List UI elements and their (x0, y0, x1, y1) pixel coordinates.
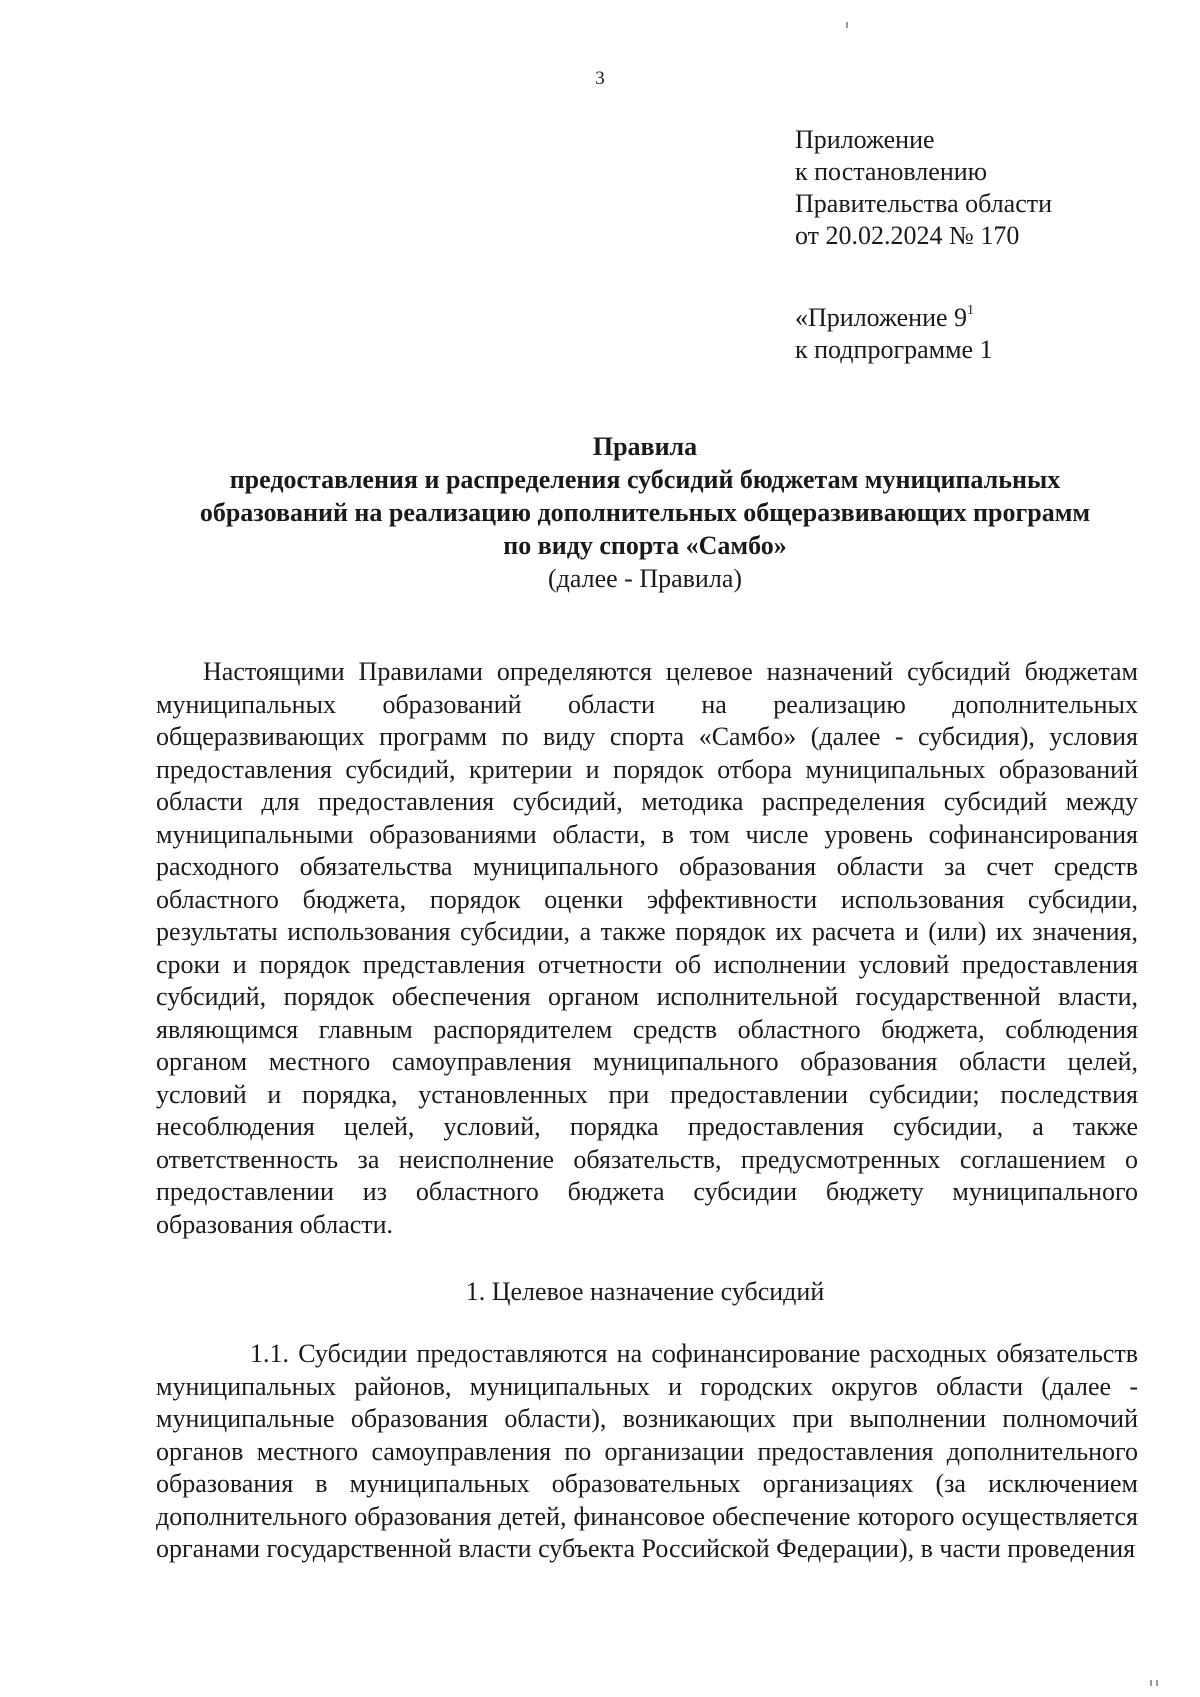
document-title (120, 430, 1170, 595)
page-number: 3 (595, 68, 605, 89)
title-main: Правила (592, 432, 698, 461)
scan-artifact (1150, 1680, 1152, 1686)
title-line: образований на реализацию дополнительных общеразвивающих программ (199, 498, 1091, 527)
section-heading: 1. Целевое назначение субсидий (465, 1277, 825, 1306)
appendix-line: Правительства области (795, 189, 1053, 218)
sub-appendix-line: к подпрограмме 1 (795, 335, 993, 364)
appendix-line: к постановлению (795, 157, 988, 186)
sub-appendix-superscript: 1 (967, 303, 975, 319)
scan-artifact (846, 22, 848, 28)
sub-appendix-text: «Приложение 9 (795, 303, 968, 332)
intro-paragraph: Настоящими Правилами определяются целевое назначений субсидий бюджетам муниципальных образований области на реализацию дополнительных общеразвивающих программ по виду спорта «Самбо» (далее - субсидия), условия предоставления субсидий, критерии и порядок отбора муниципальных образований области для предоставления субсидий, методика распределения субсидий между муниципальными образованиями области, в том числе уровень софинансирования расходного обязательства муниципального образования области за счет средств областного бюджета, порядок оценки эффективности использования субсидии, результаты использования субсидии, а также порядок их расчета и (или) их значения, сроки и порядок представления отчетности об исполнении условий предоставления субсидий, порядок обеспечения органом исполнительной государственной власти, являющимся главным распорядителем средств областного бюджета, соблюдения органом местного самоуправления муниципального образования области целей, условий и порядка, установленных при предоставлении субсидии; последствия несоблюдения целей, условий, порядка предоставления субсидии, а также ответственность за неисполнение обязательств, предусмотренных соглашением о предоставлении из областного бюджета субсидии бюджету муниципального образования области. (156, 657, 1138, 1239)
title-line: предоставления и распределения субсидий бюджетам муниципальных (229, 465, 1061, 494)
paragraph-1-1 (156, 1338, 1138, 1566)
title-subtitle: (далее - Правила) (547, 564, 743, 593)
scan-artifact (1156, 1680, 1158, 1686)
paragraph-text: Субсидии предоставляются на софинансирование расходных обязательств муниципальных районов, муниципальных и городских округов области (далее - муниципальные образования области), возникающих при выполнении полномочий органов местного самоуправления по организации предоставления дополнительного образования в муниципальных образовательных организациях (за исключением дополнительного образования детей, финансовое обеспечение которого осуществляется органами государственной власти субъекта Российской Федерации), в части проведения (156, 1339, 1138, 1563)
sub-appendix-block (795, 302, 993, 366)
paragraph-number: 1.1. (250, 1339, 289, 1368)
title-line: по виду спорта «Самбо» (503, 531, 787, 560)
appendix-line: Приложение (795, 125, 935, 154)
sub-appendix-line (795, 302, 993, 334)
appendix-block (795, 124, 1052, 252)
appendix-line: от 20.02.2024 № 170 (795, 221, 1020, 250)
